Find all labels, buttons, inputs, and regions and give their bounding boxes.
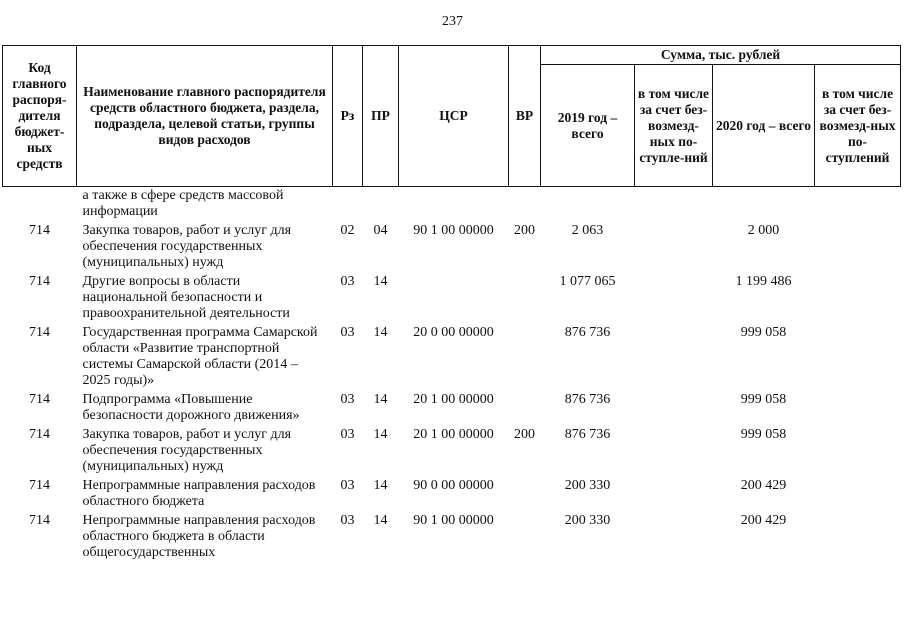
cell-2020-total: 1 199 486	[735, 274, 792, 289]
cell-pr: 14	[373, 513, 388, 528]
header-2020-grants: в том числе за счет без-возмезд-ных по-ступлений	[815, 65, 901, 187]
cell-csr	[399, 187, 509, 223]
cell-2019-total: 1 077 065	[559, 274, 616, 289]
cell-code: 714	[29, 478, 50, 493]
cell-name: Государственная программа Самарской области «Развитие транспортной системы Самарской области (2014 – 2025 годы)»	[82, 325, 318, 388]
cell-vr: 200	[514, 223, 535, 238]
cell-csr: 20 1 00 00000	[413, 427, 494, 442]
cell-2020-grants	[815, 324, 901, 391]
header-pr: ПР	[363, 46, 399, 187]
table-row	[3, 426, 901, 477]
cell-vr	[509, 324, 541, 391]
header-vr: ВР	[509, 46, 541, 187]
header-csr: ЦСР	[399, 46, 509, 187]
cell-code: 714	[29, 392, 50, 407]
cell-pr	[363, 187, 399, 223]
cell-rz: 03	[340, 513, 355, 528]
cell-rz: 03	[340, 392, 355, 407]
cell-2020-grants	[815, 512, 901, 563]
table-row	[3, 273, 901, 324]
cell-2020-total: 200 429	[740, 513, 787, 528]
cell-vr	[509, 273, 541, 324]
cell-2020-total: 999 058	[740, 392, 787, 407]
cell-2019-total: 2 063	[571, 223, 604, 238]
header-code: Код главного распоря-дителя бюджет-ных средств	[3, 46, 77, 187]
cell-2020-grants	[815, 273, 901, 324]
cell-csr: 90 1 00 00000	[413, 513, 494, 528]
table-row	[3, 512, 901, 563]
cell-2020-total: 999 058	[740, 325, 787, 340]
table-row	[3, 324, 901, 391]
cell-2020-total	[713, 187, 815, 223]
cell-name: Подпрограмма «Повышение безопасности дорожного движения»	[82, 392, 300, 423]
cell-code: 714	[29, 513, 50, 528]
cell-rz: 03	[340, 325, 355, 340]
cell-code: 714	[29, 427, 50, 442]
cell-csr: 90 1 00 00000	[413, 223, 494, 238]
cell-2019-total: 876 736	[564, 427, 611, 442]
budget-table	[2, 45, 901, 563]
cell-2020-total: 999 058	[740, 427, 787, 442]
cell-2019-total: 876 736	[564, 392, 611, 407]
header-rz: Рз	[333, 46, 363, 187]
cell-name: Закупка товаров, работ и услуг для обеспечения государственных (муниципальных) нужд	[82, 223, 292, 270]
page-number: 237	[442, 14, 463, 29]
cell-2020-total: 2 000	[747, 223, 780, 238]
cell-2019-total: 876 736	[564, 325, 611, 340]
cell-vr	[509, 512, 541, 563]
cell-pr: 14	[373, 325, 388, 340]
cell-2019-grants	[635, 187, 713, 223]
cell-name: Другие вопросы в области национальной безопасности и правоохранительной деятельности	[82, 274, 290, 321]
cell-pr: 04	[373, 223, 388, 238]
cell-2019-grants	[635, 426, 713, 477]
table-row	[3, 391, 901, 426]
cell-pr: 14	[373, 478, 388, 493]
cell-rz: 03	[340, 478, 355, 493]
cell-name: Закупка товаров, работ и услуг для обеспечения государственных (муниципальных) нужд	[82, 427, 292, 474]
cell-pr: 14	[373, 392, 388, 407]
table-row	[3, 187, 901, 223]
header-2019-grants: в том числе за счет без-возмезд-ных по-ступле-ний	[635, 65, 713, 187]
cell-csr	[399, 273, 509, 324]
cell-2019-total: 200 330	[564, 478, 611, 493]
cell-2020-grants	[815, 187, 901, 223]
table-row	[3, 477, 901, 512]
cell-code	[3, 187, 77, 223]
cell-2019-grants	[635, 512, 713, 563]
cell-2019-total	[541, 187, 635, 223]
table-row	[3, 222, 901, 273]
cell-vr	[509, 391, 541, 426]
cell-2019-grants	[635, 324, 713, 391]
cell-name: Непрограммные направления расходов областного бюджета в области общегосударственных	[82, 513, 316, 560]
cell-pr: 14	[373, 274, 388, 289]
cell-rz: 03	[340, 427, 355, 442]
cell-rz	[333, 187, 363, 223]
cell-vr	[509, 187, 541, 223]
cell-vr: 200	[514, 427, 535, 442]
cell-rz: 03	[340, 274, 355, 289]
header-name: Наименование главного распорядителя средств областного бюджета, раздела, подраздела, целевой статьи, группы видов расходов	[77, 46, 333, 187]
cell-rz: 02	[340, 223, 355, 238]
header-2019-total: 2019 год – всего	[541, 65, 635, 187]
cell-code: 714	[29, 223, 50, 238]
cell-2020-total: 200 429	[740, 478, 787, 493]
cell-pr: 14	[373, 427, 388, 442]
table-body	[3, 187, 901, 564]
cell-2019-grants	[635, 391, 713, 426]
cell-vr	[509, 477, 541, 512]
cell-csr: 90 0 00 00000	[413, 478, 494, 493]
cell-2019-grants	[635, 222, 713, 273]
cell-code: 714	[29, 274, 50, 289]
cell-code: 714	[29, 325, 50, 340]
cell-name: а также в сфере средств массовой информации	[82, 188, 284, 219]
header-sum: Сумма, тыс. рублей	[541, 46, 901, 65]
cell-2020-grants	[815, 391, 901, 426]
cell-csr: 20 1 00 00000	[413, 392, 494, 407]
cell-2020-grants	[815, 477, 901, 512]
cell-2019-total: 200 330	[564, 513, 611, 528]
header-2020-total: 2020 год – всего	[713, 65, 815, 187]
cell-csr: 20 0 00 00000	[413, 325, 494, 340]
cell-name: Непрограммные направления расходов областного бюджета	[82, 478, 316, 509]
cell-2020-grants	[815, 426, 901, 477]
table-header	[3, 46, 901, 187]
cell-2019-grants	[635, 477, 713, 512]
cell-2020-grants	[815, 222, 901, 273]
cell-2019-grants	[635, 273, 713, 324]
